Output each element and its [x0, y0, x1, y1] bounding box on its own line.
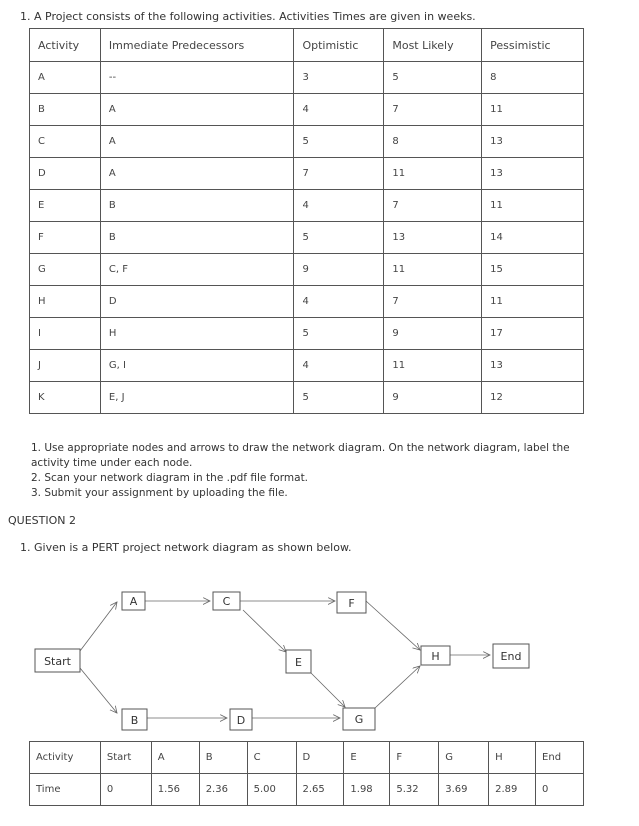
activity-cell: C [247, 742, 296, 774]
cell-pred: A [100, 158, 294, 190]
cell-pess: 14 [482, 222, 584, 254]
cell-pess: 11 [482, 286, 584, 318]
cell-ml: 7 [384, 94, 482, 126]
edge-c-e [243, 610, 286, 652]
table-row [30, 350, 584, 382]
cell-activity: K [30, 382, 101, 414]
node-c-label: C [222, 595, 231, 608]
node-g-label: G [354, 713, 364, 726]
cell-activity: G [30, 254, 101, 286]
node-end-label: End [500, 650, 522, 663]
table-row [30, 126, 584, 158]
activity-row-label: Activity [30, 742, 101, 774]
table-header-row [30, 29, 584, 62]
time-row-label: Time [30, 774, 101, 806]
cell-pess: 8 [482, 62, 584, 94]
cell-opt: 4 [294, 190, 384, 222]
cell-activity: D [30, 158, 101, 190]
activity-cell: End [536, 742, 584, 774]
edge-start-b [80, 668, 117, 713]
node-f [337, 592, 366, 613]
time-cell: 1.98 [344, 774, 390, 806]
cell-pred: A [100, 126, 294, 158]
cell-opt: 5 [294, 382, 384, 414]
header-pessimistic: Pessimistic [482, 29, 584, 62]
cell-pred: G, I [100, 350, 294, 382]
cell-ml: 9 [384, 318, 482, 350]
cell-activity: I [30, 318, 101, 350]
activity-cell: E [344, 742, 390, 774]
cell-activity: B [30, 94, 101, 126]
node-b-label: B [130, 714, 139, 727]
cell-pred: C, F [100, 254, 294, 286]
time-cell: 5.32 [390, 774, 439, 806]
cell-activity: H [30, 286, 101, 318]
cell-opt: 5 [294, 126, 384, 158]
pert-time-table [29, 741, 584, 806]
table-row [30, 286, 584, 318]
cell-ml: 11 [384, 350, 482, 382]
node-a-label: A [129, 595, 138, 608]
header-most-likely: Most Likely [384, 29, 482, 62]
node-start [35, 649, 80, 672]
cell-opt: 5 [294, 318, 384, 350]
cell-opt: 5 [294, 222, 384, 254]
node-e [286, 650, 311, 673]
cell-ml: 11 [384, 254, 482, 286]
time-cell: 3.69 [439, 774, 489, 806]
cell-ml: 13 [384, 222, 482, 254]
table-row [30, 222, 584, 254]
node-end [493, 644, 529, 668]
table-row [30, 158, 584, 190]
cell-ml: 7 [384, 190, 482, 222]
cell-pred: -- [100, 62, 294, 94]
cell-activity: E [30, 190, 101, 222]
cell-pred: H [100, 318, 294, 350]
instruction-line: 2. Scan your network diagram in the .pdf file format. [31, 472, 309, 484]
node-d [230, 709, 252, 730]
cell-pred: E, J [100, 382, 294, 414]
node-h [421, 646, 450, 665]
cell-pess: 12 [482, 382, 584, 414]
node-b [122, 709, 147, 730]
cell-pred: B [100, 190, 294, 222]
table-row [30, 382, 584, 414]
table-row [30, 94, 584, 126]
header-predecessors: Immediate Predecessors [100, 29, 294, 62]
question2-heading: QUESTION 2 [8, 514, 76, 527]
node-f-label: F [348, 597, 355, 610]
edge-e-g [311, 673, 345, 707]
cell-pess: 17 [482, 318, 584, 350]
pert-activity-row [30, 742, 584, 774]
cell-pess: 13 [482, 158, 584, 190]
cell-opt: 4 [294, 94, 384, 126]
cell-opt: 4 [294, 286, 384, 318]
activity-times-table-body [30, 29, 584, 414]
activity-times-table [29, 28, 584, 414]
node-e-label: E [295, 656, 302, 669]
node-g [343, 708, 375, 730]
activity-cell: G [439, 742, 489, 774]
cell-pess: 11 [482, 190, 584, 222]
time-cell: 0 [536, 774, 584, 806]
time-cell: 2.65 [296, 774, 344, 806]
table-row [30, 190, 584, 222]
instruction-line: activity time under each node. [31, 457, 193, 469]
activity-cell: F [390, 742, 439, 774]
cell-ml: 7 [384, 286, 482, 318]
cell-opt: 4 [294, 350, 384, 382]
question2-statement: 1. Given is a PERT project network diagram as shown below. [20, 541, 352, 554]
cell-activity: C [30, 126, 101, 158]
edge-g-h [375, 666, 420, 708]
table-row [30, 318, 584, 350]
node-start-label: Start [44, 655, 71, 668]
activity-cell: D [296, 742, 344, 774]
node-c [213, 592, 240, 610]
activity-cell: Start [100, 742, 151, 774]
pert-network-diagram [0, 580, 639, 740]
header-activity: Activity [30, 29, 101, 62]
time-cell: 2.36 [199, 774, 247, 806]
cell-ml: 9 [384, 382, 482, 414]
pert-time-row [30, 774, 584, 806]
time-cell: 5.00 [247, 774, 296, 806]
question1-instructions [31, 441, 591, 501]
time-cell: 2.89 [489, 774, 536, 806]
table-row [30, 62, 584, 94]
cell-pess: 13 [482, 350, 584, 382]
cell-opt: 9 [294, 254, 384, 286]
node-a [122, 592, 145, 610]
activity-cell: A [151, 742, 199, 774]
header-optimistic: Optimistic [294, 29, 384, 62]
cell-pess: 13 [482, 126, 584, 158]
time-cell: 1.56 [151, 774, 199, 806]
cell-ml: 11 [384, 158, 482, 190]
instruction-line: 3. Submit your assignment by uploading the file. [31, 487, 288, 499]
node-h-label: H [431, 650, 440, 663]
cell-pred: A [100, 94, 294, 126]
cell-pess: 11 [482, 94, 584, 126]
edge-f-h [366, 601, 420, 650]
activity-cell: H [489, 742, 536, 774]
cell-activity: F [30, 222, 101, 254]
table-row [30, 254, 584, 286]
cell-activity: J [30, 350, 101, 382]
cell-ml: 8 [384, 126, 482, 158]
cell-opt: 3 [294, 62, 384, 94]
cell-opt: 7 [294, 158, 384, 190]
cell-pred: B [100, 222, 294, 254]
activity-cell: B [199, 742, 247, 774]
edge-start-a [80, 602, 117, 651]
instruction-line: 1. Use appropriate nodes and arrows to draw the network diagram. On the network diagram, label the [31, 442, 570, 454]
cell-pred: D [100, 286, 294, 318]
cell-ml: 5 [384, 62, 482, 94]
time-cell: 0 [100, 774, 151, 806]
question1-intro: 1. A Project consists of the following activities. Activities Times are given in weeks. [20, 10, 476, 23]
cell-pess: 15 [482, 254, 584, 286]
node-d-label: D [236, 714, 246, 727]
cell-activity: A [30, 62, 101, 94]
